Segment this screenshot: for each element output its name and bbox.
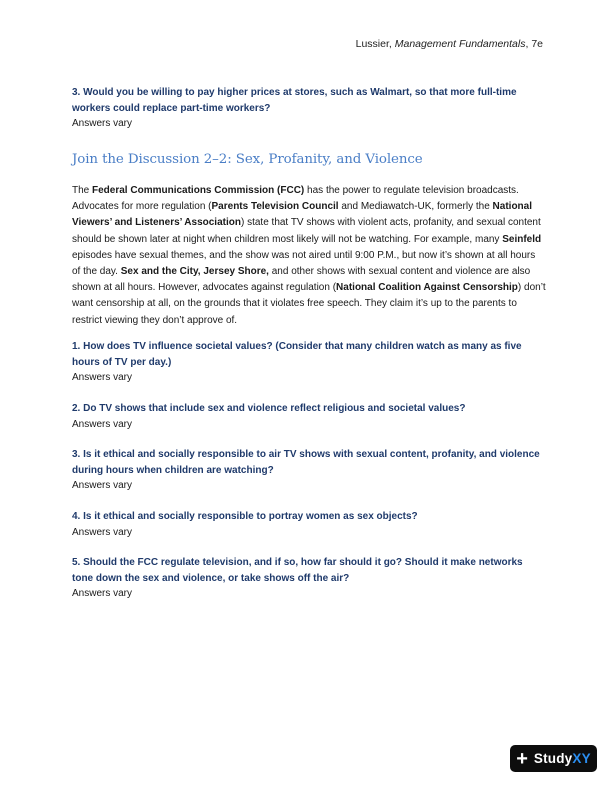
question-block-3 [72, 447, 546, 493]
paragraph-bold: Sex and the City, Jersey Shore, [120, 266, 269, 278]
paragraph-text: ) state that TV shows with violent acts, profanity, and sexual content should be shown later at night when children most likely will not be watching. For example, many [72, 217, 541, 245]
paragraph-bold: Parents Television Council [211, 201, 339, 213]
answer-text: Answers vary [72, 480, 133, 491]
question-text: 1. How does TV influence societal values? (Consider that many children watch as many as five hours of TV per day.) [72, 341, 522, 368]
paragraph-text: ) don’t want censorship at all, on the grounds that it violates free speech. They claim it’s up to the parents to restrict viewing they don’t approve of. [72, 282, 546, 326]
paragraph-text: episodes have sexual themes, and the show was not aired until 9:00 P.M., but now it’s shown at all hours of the day. [72, 249, 536, 278]
previous-question-block [72, 85, 546, 131]
question-text: 5. Should the FCC regulate television, and if so, how far should it go? Should it make networks tone down the sex and violence, or take shows off the air? [72, 557, 523, 584]
paragraph-text: has the power to regulate television broadcasts. Advocates for more regulation ( [72, 185, 519, 213]
answer-text: Answers vary [72, 418, 133, 430]
answer-text: Answers vary [72, 588, 133, 599]
brand-logo [534, 751, 591, 766]
paragraph-bold: National Coalition Against Censorship [336, 282, 518, 294]
question-text: 2. Do TV shows that include sex and violence reflect religious and societal values? [72, 403, 466, 414]
question-block-5 [72, 555, 546, 601]
paragraph-text: and other shows with sexual content and violence are also shown at all hours. However, advocates against regulation ( [72, 266, 531, 294]
answer-text: Answers vary [72, 118, 133, 129]
question-block-2 [72, 401, 546, 432]
header-author: Lussier, [355, 38, 395, 50]
paragraph-bold: National Viewers’ and Listeners’ Association [72, 201, 532, 229]
section-heading-block [72, 152, 546, 167]
question-text: 3. Would you be willing to pay higher prices at stores, such as Walmart, so that more full-time workers could replace part-time workers? [72, 87, 517, 114]
header-edition: , 7e [525, 38, 543, 50]
running-header [356, 38, 543, 50]
plus-icon: + [516, 747, 528, 770]
answer-text: Answers vary [72, 526, 133, 538]
brand-accent: XY [572, 751, 591, 766]
question-block-4 [72, 509, 546, 540]
paragraph-text: The [72, 185, 93, 196]
brand-main: Study [533, 751, 573, 766]
question-text: 3. Is it ethical and socially responsible to air TV shows with sexual content, profanity, and violence during hours when children are watching? [72, 449, 540, 476]
paragraph-bold: Seinfeld [502, 233, 542, 245]
question-block-1 [72, 339, 546, 385]
header-book-title: Management Fundamentals [394, 38, 526, 50]
intro-paragraph [72, 183, 546, 329]
intro-paragraph-block [72, 183, 546, 329]
question-text: 4. Is it ethical and socially responsible to portray women as sex objects? [72, 511, 418, 522]
paragraph-bold: Federal Communications Commission (FCC) [92, 185, 305, 196]
section-title: Join the Discussion 2–2: Sex, Profanity, and Violence [72, 152, 423, 167]
studyxy-badge[interactable] [510, 745, 597, 772]
answer-text: Answers vary [72, 372, 133, 383]
paragraph-text: and Mediawatch-UK, formerly the [338, 201, 493, 213]
